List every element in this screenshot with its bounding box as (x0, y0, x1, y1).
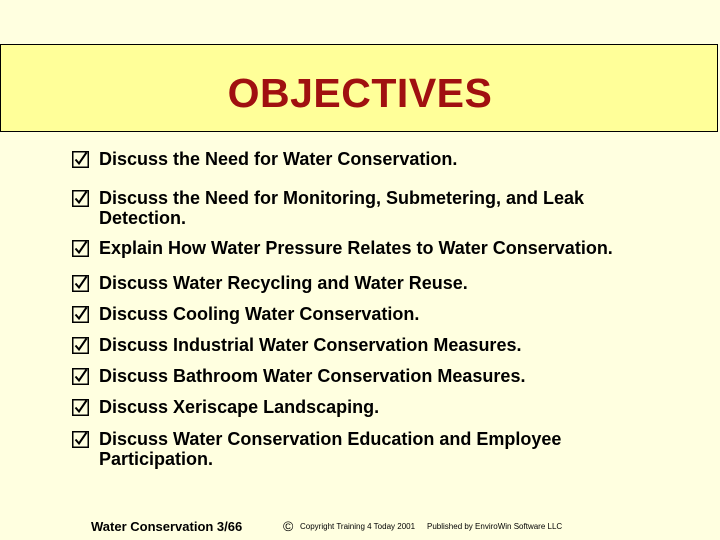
objective-item (72, 238, 702, 258)
objective-item (72, 366, 702, 386)
footer-publisher: Published by EnviroWin Software LLC (427, 522, 563, 531)
checkbox-checked-icon (72, 240, 89, 257)
objective-item (72, 397, 702, 417)
checkbox-checked-icon (72, 151, 89, 168)
slide-title: OBJECTIVES (227, 70, 493, 116)
checkbox-checked-icon (72, 368, 89, 385)
footer-title: Water Conservation 3/66 (91, 519, 243, 534)
objective-text: Discuss Water Recycling and Water Reuse. (99, 273, 468, 293)
footer (0, 519, 720, 535)
checkbox-checked-icon (72, 431, 89, 448)
objective-item (72, 429, 702, 469)
objective-item (72, 149, 702, 169)
checkbox-checked-icon (72, 399, 89, 416)
objective-text: Discuss Xeriscape Landscaping. (99, 397, 380, 417)
copyright-icon: © (283, 518, 294, 534)
objective-item (72, 304, 702, 324)
objective-text: Discuss the Need for Water Conservation. (99, 149, 458, 169)
objective-text: Discuss Industrial Water Conservation Measures. (99, 335, 522, 355)
objective-text: Discuss the Need for Monitoring, Submetering, and Leak Detection. (99, 188, 585, 228)
objective-text: Discuss Cooling Water Conservation. (99, 304, 420, 324)
checkbox-checked-icon (72, 306, 89, 323)
objective-item (72, 273, 702, 293)
checkbox-checked-icon (72, 190, 89, 207)
objective-item (72, 188, 702, 228)
objective-text: Discuss Bathroom Water Conservation Measures. (99, 366, 526, 386)
objective-text: Discuss Water Conservation Education and Employee Participation. (99, 429, 562, 469)
footer-copyright: Copyright Training 4 Today 2001 (300, 522, 416, 531)
objective-text: Explain How Water Pressure Relates to Water Conservation. (99, 238, 613, 258)
checkbox-checked-icon (72, 337, 89, 354)
checkbox-checked-icon (72, 275, 89, 292)
objective-item (72, 335, 702, 355)
